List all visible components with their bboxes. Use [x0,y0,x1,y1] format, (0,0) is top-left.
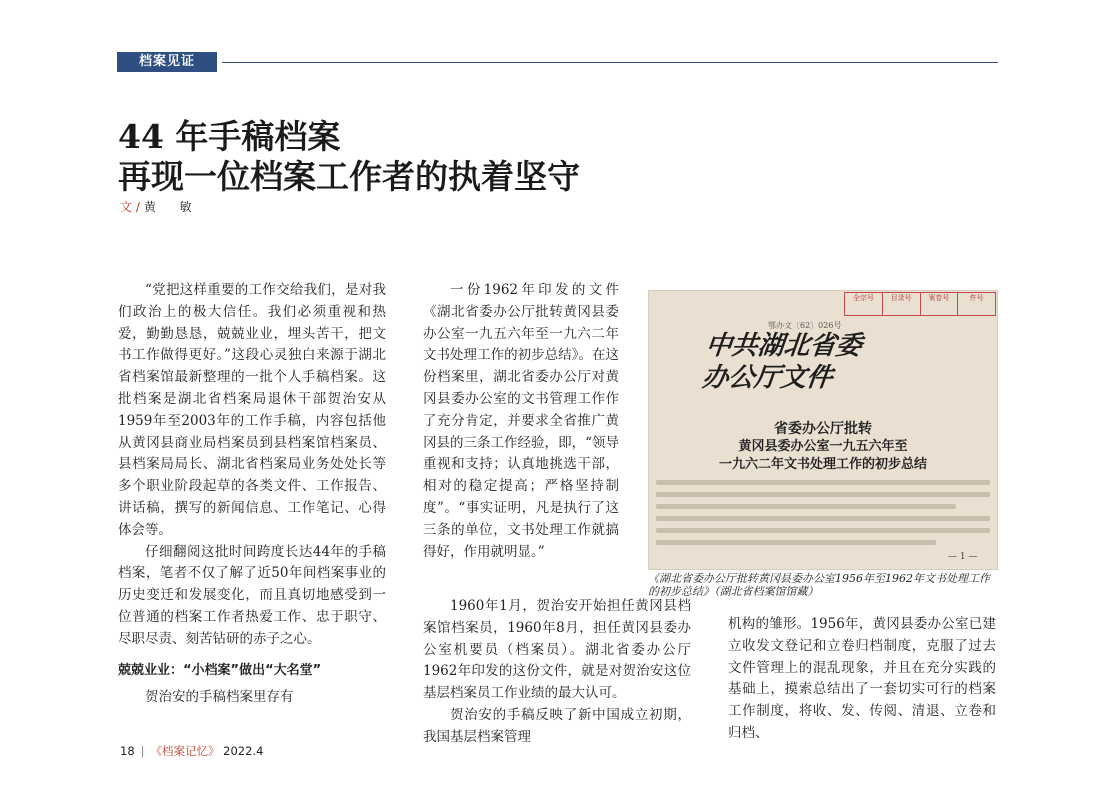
letterhead-line: 中共湖北省委 [704,331,864,361]
document-text-line [656,540,936,545]
stamp-cell: 件号 [957,293,995,315]
column-1 [118,280,386,708]
document-page-marker: — 1 — [948,552,978,562]
magazine-name: 《档案记忆》 [150,744,220,758]
paragraph: “党把这样重要的工作交给我们，是对我们政治上的极大信任。我们必须重视和热爱，勤勤恳恳，兢兢业业，埋头苦干，把文书工作做得更好。”这段心灵独白来源于湖北省档案馆最新整理的一批个人手稿档案。这批档案是湖北省档案局退休干部贺治安从1959年至2003年的工作手稿，内容包括他从黄冈县商业局档案员到县档案馆档案员、县档案局局长、湖北省档案局业务处处长等多个职业阶段起草的各类文件、工作报告、讲话稿，撰写的新闻信息、工作笔记、心得体会等。 [118,282,386,538]
column-2-continued [423,596,691,749]
paragraph: 1960年1月，贺治安开始担任黄冈县档案馆档案员，1960年8月，担任黄冈县委办公室机要员（档案员）。湖北省委办公厅1962年印发的这份文件，就是对贺治安这位基层档案员工作业绩的最大认可。 [423,598,691,702]
document-title-line: 一九六二年文书处理工作的初步总结 [718,457,927,472]
document-text-line [656,480,990,485]
document-text-line [656,492,990,497]
document-number: 鄂办文〔62〕026号 [768,321,842,330]
paragraph: 仔细翻阅这批时间跨度长达44年的手稿档案，笔者不仅了解了近50年间档案事业的历史变迁和发展变化，而且真切地感受到一位普通的档案工作者热爱工作、忠于职守、尽职尽责、刻苦钻研的赤子之心。 [118,543,386,647]
document-title-line: 黄冈县委办公室一九五六年至 [738,439,908,454]
footer-separator: | [140,744,145,758]
document-text-line [656,516,990,521]
header-rule [222,62,998,63]
archive-stamp-table [844,292,996,316]
document-text-line [656,504,956,509]
stamp-cell: 案卷号 [920,293,958,315]
column-3 [728,614,996,745]
article-title [118,117,838,197]
byline-prefix: 文 / [120,200,140,214]
subheading: 兢兢业业：“小档案”做出“大名堂” [118,662,322,678]
page-footer [120,743,263,759]
paragraph: 一份1962年印发的文件《湖北省委办公厅批转黄冈县委办公室一九五六年至一九六二年文书处理工作的初步总结》。在这份档案里，湖北省委办公厅对黄冈县委办公室的文书管理工作作了充分肯定，并要求全省推广黄冈县的三条工作经验，即，“领导重视和支持；认真地挑选干部，相对的稳定提高；严格坚持制度”。“事实证明，凡是执行了这三条的单位，文书处理工作就搞得好，作用就明显。” [423,282,619,560]
letterhead-line: 办公厅文件 [700,363,834,393]
paragraph: 贺治安的手稿反映了新中国成立初期，我国基层档案管理 [423,706,691,745]
author-name: 黄 敏 [143,200,202,214]
archive-document-photo [648,290,998,570]
title-line-1: 44 年手稿档案 [118,117,341,156]
section-tag: 档案见证 [117,52,217,72]
stamp-cell: 全宗号 [852,294,874,302]
paragraph: 机构的雏形。1956年，黄冈县委办公室已建立收发文登记和立卷归档制度，克服了过去文件管理上的混乱现象，并且在充分实践的基础上，摸索总结出了一套切实可行的档案工作制度，将收、发、传阅、清退、立卷和归档、 [728,616,996,741]
paragraph: 贺治安的手稿档案里存有 [145,688,294,705]
letterhead-calligraphy [701,330,948,394]
stamp-cell: 目录号 [882,293,920,315]
page-number: 18 [120,744,135,758]
issue-number: 2022.4 [223,744,264,758]
photo-caption: 《湖北省委办公厅批转黄冈县委办公室1956年至1962年文书处理工作的初步总结》（湖北省档案馆馆藏） [648,572,990,598]
column-2 [423,280,619,563]
document-title-line: 省委办公厅批转 [774,421,872,437]
title-line-2: 再现一位档案工作者的执着坚守 [118,157,580,196]
byline [120,198,202,215]
document-text-line [656,528,990,533]
